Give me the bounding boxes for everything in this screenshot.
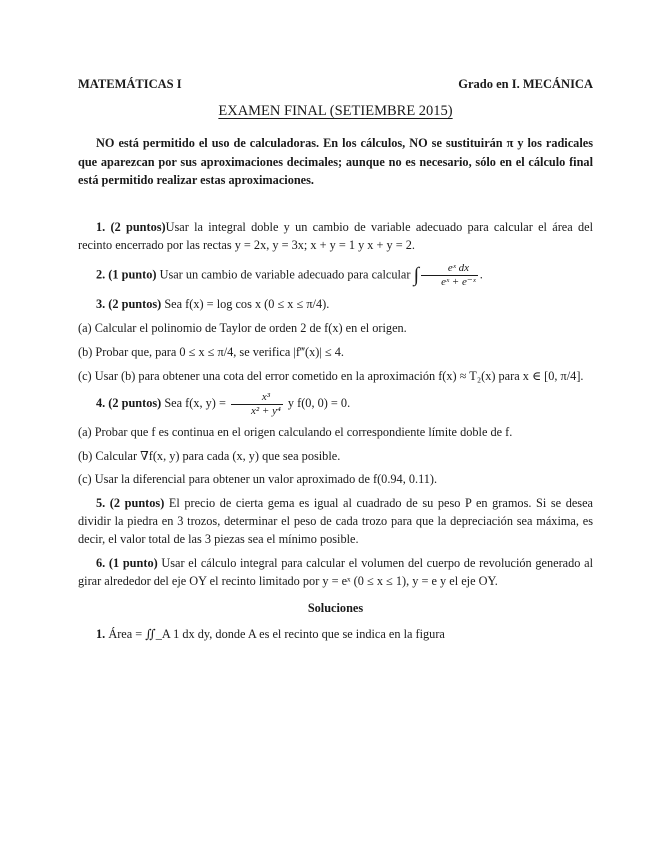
solution-1: 1. Área = ∬_A 1 dx dy, donde A es el recinto que se indica en la figura — [96, 627, 445, 642]
problem-4: 4. (2 puntos) Sea f(x, y) = $\frac{\text{x³}}{\text{x² + y⁴}}$ y f(0, 0) = 0. — [96, 391, 351, 418]
problem-2: 2. (1 punto) Usar un cambio de variable adecuado para calcular ∫ $\frac{\text{eˣ dx}}{\text{eˣ + e⁻ˣ}}$ . — [96, 262, 483, 289]
problem-6: 6. (1 punto) Usar el cálculo integral para calcular el volumen del cuerpo de revolución generado al girar alrededor del eje OY el recinto limitado por y = eˣ (0 ≤ x ≤ 1), y = e y el eje OY. — [78, 555, 593, 588]
problem-4b: (b) Calcular ∇f(x, y) para cada (x, y) que sea posible. — [78, 448, 341, 463]
problem-5: 5. (2 puntos) El precio de cierta gema es igual al cuadrado de su peso P en gramos. Si se desea dividir la piedra en 3 trozos, determinar el peso de cada trozo para que la depreciación sea máxima, es decir, el valor total de las 3 piezas sea el mínimo posible. — [78, 496, 593, 546]
exam-title: EXAMEN FINAL (SETIEMBRE 2015) — [218, 103, 453, 120]
exam-page — [78, 75, 593, 650]
degree-name: Grado en I. MECÁNICA — [458, 77, 593, 91]
instructions: NO está permitido el uso de calculadoras. En los cálculos, NO se sustituirán π y los radicales que aparezcan por sus aproximaciones decimales; aunque no es necesario, sólo en el cálculo final está permitido realizar estas aproximaciones. — [78, 136, 593, 188]
course-name: MATEMÁTICAS I — [78, 77, 182, 91]
problem-4c: (c) Usar la diferencial para obtener un valor aproximado de f(0.94, 0.11). — [78, 472, 438, 487]
problem-3: 3. (2 puntos) Sea f(x) = log cos x (0 ≤ x ≤ π/4). — [96, 297, 330, 312]
problem-2-fraction: $\frac{\text{eˣ dx}}{\text{eˣ + e⁻ˣ}}$ — [421, 262, 478, 288]
problem-3b: (b) Probar que, para 0 ≤ x ≤ π/4, se verifica |f‴(x)| ≤ 4. — [78, 344, 344, 359]
problem-1: 1. (2 puntos)Usar la integral doble y un cambio de variable adecuado para calcular el área del recinto encerrado por las rectas y = 2x, y = 3x; x + y = 1 y x + y = 2. — [78, 220, 593, 253]
header — [78, 75, 593, 93]
solutions-title: Soluciones — [307, 601, 364, 616]
problem-4-fraction: $\frac{\text{x³}}{\text{x² + y⁴}}$ — [231, 391, 283, 417]
problem-3c: (c) Usar (b) para obtener una cota del error cometido en la aproximación f(x) ≈ T₂(x) para x ∈ [0, π/4]. — [78, 368, 584, 383]
problem-4a: (a) Probar que f es continua en el origen calculando el correspondiente límite doble de f. — [78, 424, 513, 439]
problem-3a: (a) Calcular el polinomio de Taylor de orden 2 de f(x) en el origen. — [78, 320, 407, 335]
